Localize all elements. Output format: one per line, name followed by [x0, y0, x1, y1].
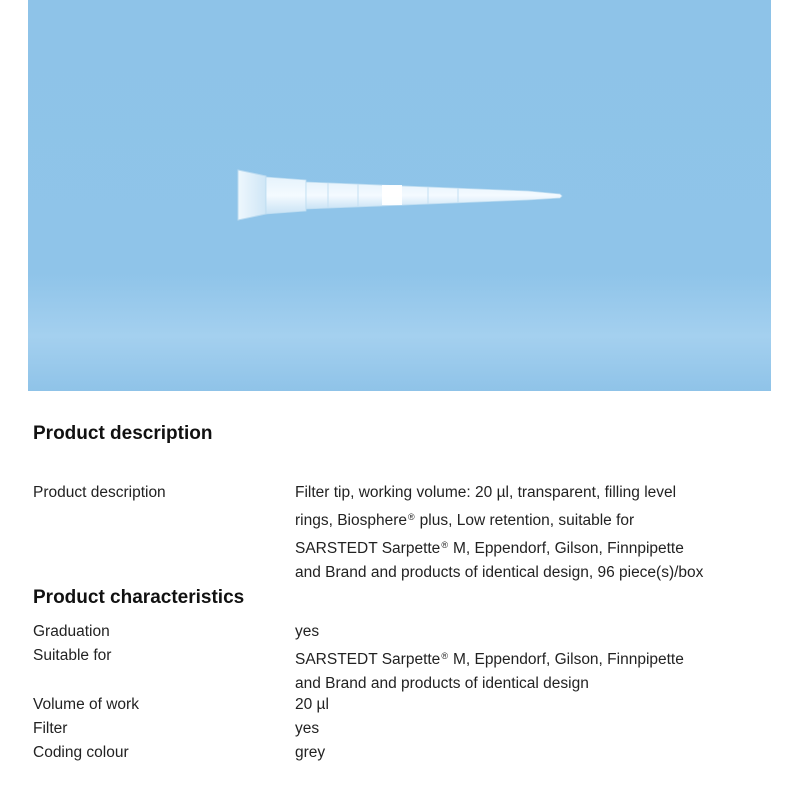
section-title-product-description: Product description: [33, 423, 213, 444]
section-title-product-characteristics: Product characteristics: [33, 587, 245, 608]
product-image: [28, 0, 771, 391]
description-text: M, Eppendorf, Gilson, Finnpipette: [452, 540, 684, 557]
pipette-tip-illustration: [28, 0, 771, 391]
description-line: and Brand and products of identical design, 96 piece(s)/box: [295, 564, 704, 581]
label-volume-of-work: Volume of work: [33, 696, 139, 713]
description-text: plus, Low retention, suitable for: [419, 512, 635, 529]
label-graduation: Graduation: [33, 623, 110, 640]
value-suitable-for: [295, 644, 775, 696]
description-text: rings, Biosphere: [295, 512, 408, 529]
tip-upper-body: [266, 177, 306, 214]
tip-collar: [238, 170, 266, 220]
value-volume-of-work: 20 µl: [295, 696, 329, 713]
value-coding-colour: grey: [295, 744, 326, 761]
tip-shaft: [306, 182, 562, 209]
value-filter: yes: [295, 720, 320, 737]
registered-mark: ®: [408, 512, 415, 522]
suitable-line: [295, 644, 775, 672]
suitable-text: M, Eppendorf, Gilson, Finnpipette: [452, 651, 684, 668]
label-coding-colour: Coding colour: [33, 744, 129, 761]
value-product-description: [295, 481, 775, 585]
label-filter: Filter: [33, 720, 68, 737]
label-suitable-for: Suitable for: [33, 647, 112, 664]
value-graduation: yes: [295, 623, 320, 640]
registered-mark: ®: [441, 651, 448, 661]
label-product-description: Product description: [33, 484, 166, 501]
suitable-line: and Brand and products of identical design: [295, 675, 589, 692]
description-text: SARSTEDT Sarpette: [295, 540, 441, 557]
suitable-text: SARSTEDT Sarpette: [295, 651, 441, 668]
tip-filter: [382, 185, 402, 205]
description-line: [295, 505, 775, 533]
description-line: [295, 533, 775, 561]
description-line: Filter tip, working volume: 20 µl, transparent, filling level: [295, 484, 677, 501]
registered-mark: ®: [441, 540, 448, 550]
